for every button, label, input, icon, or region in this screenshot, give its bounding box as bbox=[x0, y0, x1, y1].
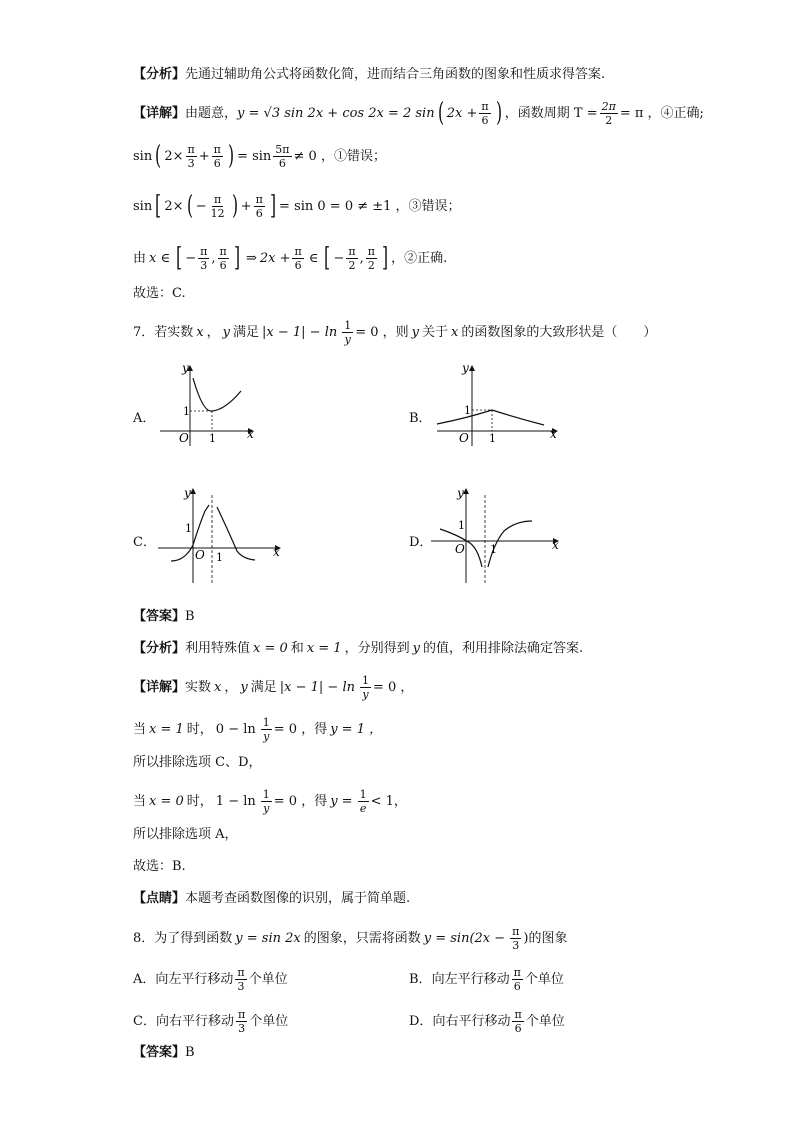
analysis-text: 先通过辅助角公式将函数化简，进而结合三角函数的图象和性质求得答案. bbox=[185, 67, 606, 82]
origin-label: O bbox=[195, 548, 205, 562]
origin-label: O bbox=[179, 431, 189, 445]
tick-one-y: 1 bbox=[458, 519, 465, 532]
q8-option-b[interactable]: B． 向左平行移动 $\frac{\pi}{6}$ 个单位 bbox=[409, 966, 564, 993]
y-axis-label: y bbox=[457, 486, 464, 500]
period-tail: = π ，④正确; bbox=[619, 105, 704, 121]
q8-option-d[interactable]: D． 向右平行移动 $\frac{\pi}{6}$ 个单位 bbox=[409, 1008, 565, 1035]
period-lead: ，函数周期 T = bbox=[504, 105, 598, 121]
q6-detail-line: 【详解】 由题意， y = √3 sin 2x + cos 2x = 2 sin ( 2x + $\frac{\pi}{6}$ ) ，函数周期 T = $\frac{2\pi}{2}$ = π ，④正确; bbox=[133, 98, 704, 128]
x-axis-label: x bbox=[247, 427, 254, 441]
tick-one-x: 1 bbox=[216, 551, 223, 564]
tick-one-x: 1 bbox=[489, 432, 496, 445]
option-b-label[interactable]: B． bbox=[409, 411, 432, 426]
tick-one-x: 1 bbox=[209, 432, 216, 445]
detail-tag: 【详解】 bbox=[133, 105, 186, 121]
q7-step4: 所以排除选项 A， bbox=[133, 827, 238, 842]
y-axis-label: y bbox=[182, 361, 189, 375]
q8-answer: 【答案】 B bbox=[133, 1045, 195, 1060]
q7-comment: 【点睛】 本题考查函数图像的识别，属于简单题. bbox=[133, 891, 411, 906]
tick-one-y: 1 bbox=[185, 522, 192, 535]
option-a-label[interactable]: A． bbox=[133, 411, 156, 426]
y-axis-label: y bbox=[462, 361, 469, 375]
q7-step3: 当 x = 0 时， 1 − ln $\frac{1}{y}$ = 0 ，得 y = $\frac{1}{e}$ < 1， bbox=[133, 788, 407, 815]
fraction: $\frac{\pi}{6}$ bbox=[481, 99, 489, 127]
tick-one-y: 1 bbox=[183, 405, 190, 418]
origin-label: O bbox=[459, 431, 469, 445]
q6-check2: 由 x ∈ [ − $\frac{\pi}{3}$ , $\frac{\pi}{6}$ ] ⇒ 2x + $\frac{\pi}{6}$ ∈ [ − $\frac{\pi}{2}$ , $\frac{\pi}{2}$ ] ，②正确. bbox=[133, 243, 448, 273]
q7-detail: 【详解】 实数 x ， y 满足 |x − 1| − ln $\frac{1}{y}$ = 0 ， bbox=[133, 674, 414, 701]
q7-choice: 故选：B. bbox=[133, 859, 186, 874]
q6-analysis bbox=[133, 68, 605, 81]
q7-answer: 【答案】 B bbox=[133, 609, 195, 624]
q7-step1: 当 x = 1 时， 0 − ln $\frac{1}{y}$ = 0 ，得 y = 1 ， bbox=[133, 716, 383, 743]
q6-check3: sin [ 2× ( − $\frac{\pi}{12}$ ) + $\frac{\pi}{6}$ ] = sin 0 = 0 ≠ ±1 ，③错误； bbox=[133, 191, 461, 221]
graph-d[interactable] bbox=[428, 483, 568, 588]
q8-stem: 8．为了得到函数 y = sin 2x 的图象，只需将函数 y = sin(2x − $\frac{\pi}{3}$ )的图象 bbox=[133, 925, 568, 952]
origin-label: O bbox=[455, 542, 465, 556]
x-axis-label: x bbox=[273, 545, 280, 559]
graph-b[interactable] bbox=[432, 358, 562, 448]
y-axis-label: y bbox=[184, 486, 191, 500]
fraction: $\frac{2\pi}{2}$ bbox=[601, 99, 616, 127]
q7-step2: 所以排除选项 C、D， bbox=[133, 755, 262, 770]
tick-one-y: 1 bbox=[464, 404, 471, 417]
detail-eq: y = √3 sin 2x + cos 2x = 2 sin bbox=[237, 105, 435, 121]
q8-option-a[interactable]: A． 向左平行移动 $\frac{\pi}{3}$ 个单位 bbox=[133, 966, 288, 993]
q7-analysis: 【分析】 利用特殊值 x = 0 和 x = 1 ，分别得到 y 的值，利用排除法确定答案. bbox=[133, 641, 584, 656]
q6-answer: 故选：C. bbox=[133, 286, 186, 301]
graph-a[interactable] bbox=[155, 358, 265, 448]
x-axis-label: x bbox=[552, 538, 559, 552]
analysis-tag: 【分析】 bbox=[133, 67, 186, 82]
option-c-label[interactable]: C． bbox=[133, 535, 156, 550]
graph-c[interactable] bbox=[155, 483, 285, 588]
option-d-label[interactable]: D． bbox=[409, 535, 433, 550]
tick-one-x: 1 bbox=[490, 543, 497, 556]
q6-check1: sin ( 2× $\frac{\pi}{3}$ + $\frac{\pi}{6}$ ) = sin $\frac{5\pi}{6}$ ≠ 0 ，①错误； bbox=[133, 141, 386, 171]
q7-stem: 7．若实数 x ， y 满足 |x − 1| − ln $\frac{1}{y}$ = 0 ，则 y 关于 x 的函数图象的大致形状是（ ） bbox=[133, 319, 657, 346]
x-axis-label: x bbox=[550, 427, 557, 441]
detail-lead: 由题意， bbox=[185, 105, 238, 121]
q8-option-c[interactable]: C． 向右平行移动 $\frac{\pi}{3}$ 个单位 bbox=[133, 1008, 289, 1035]
